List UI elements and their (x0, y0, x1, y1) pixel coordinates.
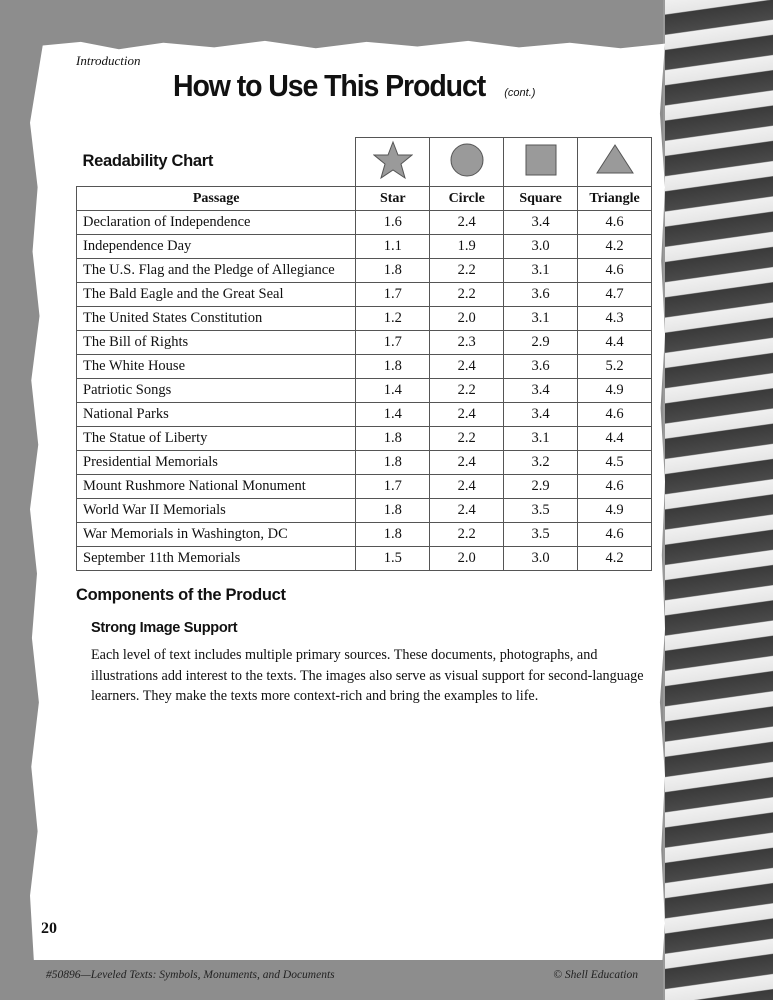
cell-star: 1.4 (356, 379, 430, 403)
title-suffix: (cont.) (504, 87, 536, 99)
cell-passage: The United States Constitution (77, 307, 356, 331)
cell-star: 1.4 (356, 403, 430, 427)
cell-triangle: 4.5 (578, 451, 652, 475)
footer-copyright: © Shell Education (553, 969, 638, 981)
cell-triangle: 4.6 (578, 259, 652, 283)
cell-star: 1.8 (356, 451, 430, 475)
table-body (77, 211, 652, 571)
cell-square: 3.6 (504, 283, 578, 307)
chart-title-cell (77, 138, 356, 187)
cell-square: 3.5 (504, 499, 578, 523)
page-title: How to Use This Product (173, 68, 486, 103)
background-stripes (665, 0, 773, 1000)
cell-circle: 2.2 (430, 283, 504, 307)
cell-passage: Patriotic Songs (77, 379, 356, 403)
circle-icon (447, 140, 487, 180)
star-cell (356, 138, 430, 187)
cell-triangle: 4.3 (578, 307, 652, 331)
table-row (77, 403, 652, 427)
cell-passage: War Memorials in Washington, DC (77, 523, 356, 547)
cell-square: 3.5 (504, 523, 578, 547)
cell-passage: The White House (77, 355, 356, 379)
readability-table (76, 137, 652, 571)
cell-passage: The Statue of Liberty (77, 427, 356, 451)
cell-square: 3.4 (504, 403, 578, 427)
cell-star: 1.6 (356, 211, 430, 235)
cell-triangle: 4.9 (578, 379, 652, 403)
cell-circle: 2.4 (430, 451, 504, 475)
column-header-square: Square (504, 187, 578, 211)
triangle-cell (578, 138, 652, 187)
shape-row (77, 138, 652, 187)
cell-triangle: 4.9 (578, 499, 652, 523)
table-row (77, 523, 652, 547)
column-header-row (77, 187, 652, 211)
page-number: 20 (41, 920, 57, 937)
title-row (173, 68, 535, 104)
cell-circle: 2.4 (430, 475, 504, 499)
cell-square: 3.4 (504, 211, 578, 235)
circle-cell (430, 138, 504, 187)
table-row (77, 499, 652, 523)
cell-square: 2.9 (504, 331, 578, 355)
cell-star: 1.5 (356, 547, 430, 571)
cell-passage: The Bald Eagle and the Great Seal (77, 283, 356, 307)
components-heading: Components of the Product (76, 586, 286, 604)
cell-passage: Presidential Memorials (77, 451, 356, 475)
square-icon (521, 140, 561, 180)
image-support-subheading: Strong Image Support (91, 620, 238, 636)
cell-circle: 2.2 (430, 259, 504, 283)
star-icon (373, 140, 413, 180)
column-header-passage: Passage (77, 187, 356, 211)
chart-title: Readability Chart (82, 152, 214, 171)
cell-square: 3.4 (504, 379, 578, 403)
cell-star: 1.8 (356, 355, 430, 379)
cell-square: 3.2 (504, 451, 578, 475)
table-row (77, 235, 652, 259)
cell-square: 3.0 (504, 547, 578, 571)
table-row (77, 379, 652, 403)
table-row (77, 475, 652, 499)
cell-square: 3.6 (504, 355, 578, 379)
cell-star: 1.1 (356, 235, 430, 259)
square-cell (504, 138, 578, 187)
cell-triangle: 4.6 (578, 523, 652, 547)
cell-star: 1.8 (356, 259, 430, 283)
cell-triangle: 4.6 (578, 211, 652, 235)
cell-triangle: 5.2 (578, 355, 652, 379)
cell-star: 1.7 (356, 331, 430, 355)
cell-circle: 2.0 (430, 307, 504, 331)
table-row (77, 355, 652, 379)
cell-star: 1.7 (356, 283, 430, 307)
cell-triangle: 4.4 (578, 331, 652, 355)
table-row (77, 427, 652, 451)
table-row (77, 547, 652, 571)
cell-passage: Declaration of Independence (77, 211, 356, 235)
table-row (77, 451, 652, 475)
cell-triangle: 4.2 (578, 547, 652, 571)
cell-star: 1.7 (356, 475, 430, 499)
cell-star: 1.8 (356, 523, 430, 547)
column-header-star: Star (356, 187, 430, 211)
triangle-icon (593, 140, 637, 180)
section-label: Introduction (76, 53, 141, 68)
cell-circle: 2.4 (430, 403, 504, 427)
table-row (77, 259, 652, 283)
cell-circle: 2.3 (430, 331, 504, 355)
cell-triangle: 4.7 (578, 283, 652, 307)
footer-publication: #50896—Leveled Texts: Symbols, Monuments, and Documents (46, 969, 335, 981)
column-header-triangle: Triangle (578, 187, 652, 211)
cell-passage: The U.S. Flag and the Pledge of Allegiance (77, 259, 356, 283)
cell-circle: 2.2 (430, 523, 504, 547)
cell-star: 1.8 (356, 499, 430, 523)
cell-circle: 1.9 (430, 235, 504, 259)
cell-circle: 2.2 (430, 427, 504, 451)
cell-square: 3.1 (504, 259, 578, 283)
table-row (77, 307, 652, 331)
table-row (77, 211, 652, 235)
table-row (77, 283, 652, 307)
cell-star: 1.8 (356, 427, 430, 451)
cell-triangle: 4.4 (578, 427, 652, 451)
cell-passage: Independence Day (77, 235, 356, 259)
cell-triangle: 4.6 (578, 403, 652, 427)
cell-passage: National Parks (77, 403, 356, 427)
image-support-paragraph: Each level of text includes multiple primary sources. These documents, photographs, and illustrations add interest to the texts. The images also serve as visual support for second-language learners. They make the texts more context-rich and bring the examples to life. (91, 647, 644, 704)
cell-circle: 2.4 (430, 499, 504, 523)
cell-square: 2.9 (504, 475, 578, 499)
cell-passage: September 11th Memorials (77, 547, 356, 571)
cell-passage: The Bill of Rights (77, 331, 356, 355)
cell-star: 1.2 (356, 307, 430, 331)
column-header-circle: Circle (430, 187, 504, 211)
cell-passage: Mount Rushmore National Monument (77, 475, 356, 499)
cell-square: 3.1 (504, 307, 578, 331)
cell-circle: 2.0 (430, 547, 504, 571)
cell-triangle: 4.6 (578, 475, 652, 499)
cell-circle: 2.4 (430, 355, 504, 379)
table-row (77, 331, 652, 355)
cell-circle: 2.4 (430, 211, 504, 235)
cell-square: 3.0 (504, 235, 578, 259)
cell-passage: World War II Memorials (77, 499, 356, 523)
cell-circle: 2.2 (430, 379, 504, 403)
cell-triangle: 4.2 (578, 235, 652, 259)
cell-square: 3.1 (504, 427, 578, 451)
